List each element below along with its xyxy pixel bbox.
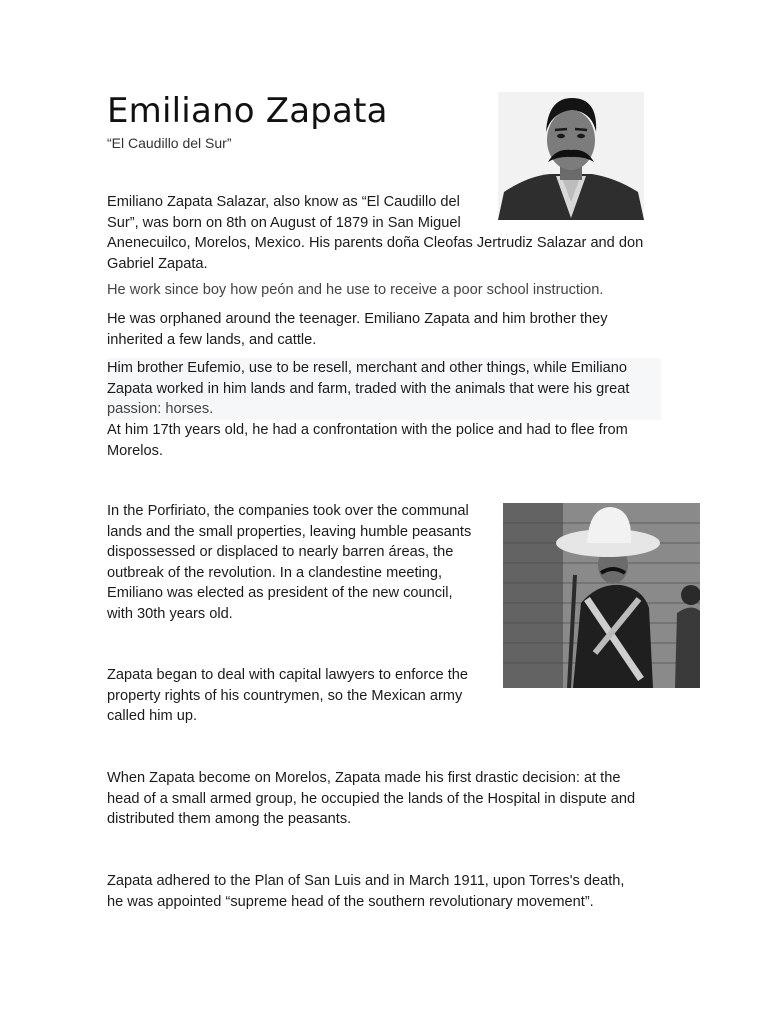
text-line: called him up. [107, 708, 198, 725]
paragraph-brother [107, 358, 661, 420]
paragraph-decision [107, 768, 635, 830]
text-line: Sur”, was born on 8th on August of 1879 in San Miguel [107, 214, 461, 231]
text-line: Emiliano was elected as president of the new council, [107, 585, 453, 602]
text-line: Morelos. [107, 442, 163, 459]
paragraph-work [107, 280, 603, 301]
text-line: outbreak of the revolution. In a clandestine meeting, [107, 564, 443, 581]
text-line: he was appointed “supreme head of the southern revolutionary movement”. [107, 893, 594, 910]
text-line: When Zapata become on Morelos, Zapata made his first drastic decision: at the [107, 770, 621, 786]
text-line: Anenecuilco, Morelos, Mexico. His parents doña Cleofas Jertrudiz Salazar and don [107, 235, 644, 252]
paragraph-flee [107, 420, 628, 461]
paragraph-orphaned [107, 309, 608, 350]
text-line: Zapata worked in him lands and farm, traded with the animals that were his great [107, 380, 630, 397]
paragraph-san-luis [107, 871, 624, 912]
text-line: At him 17th years old, he had a confrontation with the police and had to flee from [107, 422, 628, 438]
text-line: Zapata adhered to the Plan of San Luis and in March 1911, upon Torres's death, [107, 873, 625, 889]
text-line: Him brother Eufemio, use to be resell, merchant and other things, while Emiliano [107, 360, 627, 376]
text-line: Emiliano Zapata Salazar, also know as “El Caudillo del [107, 194, 460, 210]
text-line: inherited a few lands, and cattle. [107, 331, 317, 348]
text-line: lands and the small properties, leaving humble peasants [107, 523, 472, 540]
document-subtitle: “El Caudillo del Sur” [107, 135, 232, 151]
text-line: dispossessed or displaced to nearly barren áreas, the [107, 544, 454, 561]
text-line: Zapata began to deal with capital lawyers to enforce the [107, 667, 469, 683]
document-title: Emiliano Zapata [107, 91, 388, 131]
text-line: with 30th years old. [107, 605, 233, 622]
text-line: head of a small armed group, he occupied the lands of the Hospital in dispute and [107, 790, 636, 807]
sombrero-photo [503, 503, 700, 688]
paragraph-porfiriato [107, 501, 471, 625]
text-line: He was orphaned around the teenager. Emiliano Zapata and him brother they [107, 311, 608, 327]
paragraph-lawyers [107, 665, 468, 727]
text-line: In the Porfiriato, the companies took over the communal [107, 503, 469, 519]
text-line: distributed them among the peasants. [107, 811, 352, 828]
text-line: He work since boy how peón and he use to receive a poor school instruction. [107, 282, 604, 298]
paragraph-birth [107, 192, 643, 274]
text-line: property rights of his countrymen, so the Mexican army [107, 687, 463, 704]
text-line: Gabriel Zapata. [107, 255, 208, 272]
text-line: passion: horses. [107, 401, 214, 418]
